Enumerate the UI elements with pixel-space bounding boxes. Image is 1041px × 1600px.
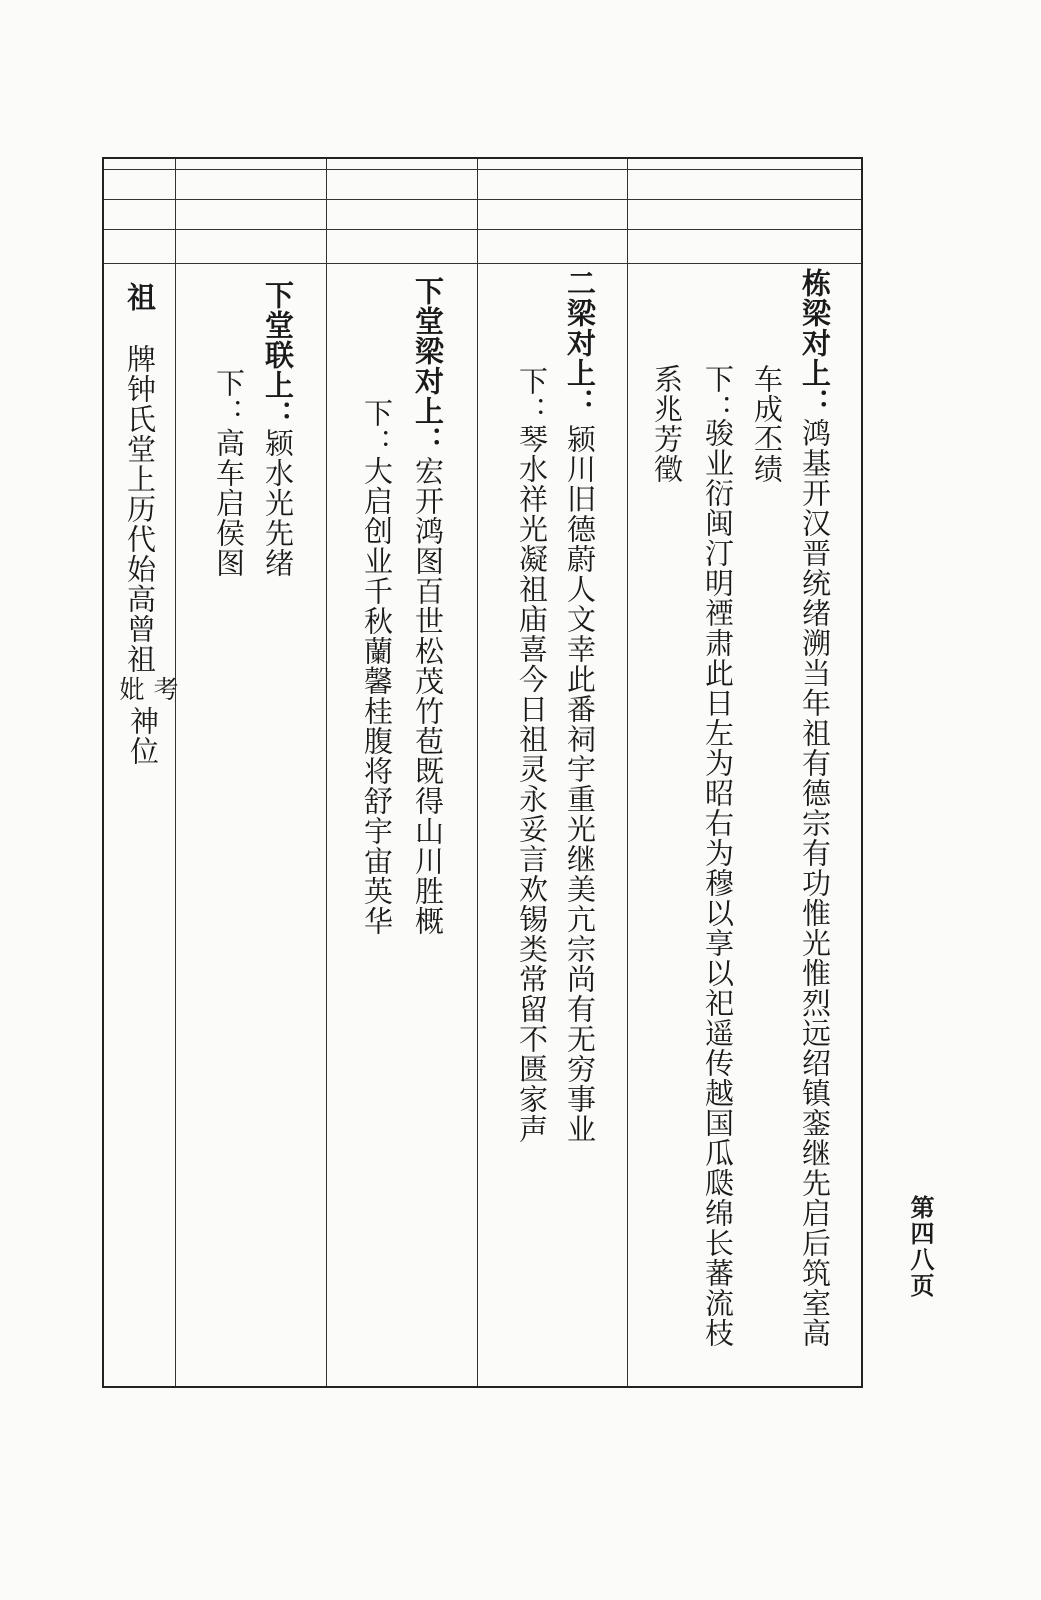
header-rule-4	[104, 263, 861, 264]
tablet-shenwei: 神位	[126, 706, 160, 766]
column-divider-4	[627, 159, 628, 1386]
section-title-dongliang: 栋梁对上：	[798, 268, 832, 418]
couplet-lower-cont-dongliang: 系兆芳徵	[650, 364, 684, 484]
column-divider-3	[477, 159, 478, 1386]
couplet-lower-label-erliang: 下：	[515, 366, 549, 426]
header-rule-3	[104, 229, 861, 230]
couplet-lower-label-xiatangliang: 下：	[360, 398, 394, 458]
couplet-lower-xiatanglian: 高车启侯图	[212, 428, 246, 578]
tablet-bi-char: 妣	[116, 676, 145, 701]
ancestral-couplet-table	[102, 157, 863, 1388]
couplet-lower-xiatangliang: 大启创业千秋蘭馨桂腹将舒宇宙英华	[360, 456, 394, 936]
couplet-upper-dongliang: 鸿基开汉晋统绪溯当年祖有德宗有功惟光惟烈远绍镇銮继先启后筑室高	[798, 418, 832, 1348]
column-divider-1	[175, 159, 176, 1386]
couplet-lower-label-xiatanglian: 下：	[212, 368, 246, 428]
couplet-lower-dongliang: 骏业衍闽汀明禋肃此日左为昭右为穆以享以祀遥传越国瓜瓞绵长蕃流枝	[701, 418, 735, 1348]
section-title-erliang: 二梁对上：	[563, 268, 597, 418]
couplet-upper-cont-dongliang: 车成丕绩	[750, 364, 784, 484]
header-rule-1	[104, 169, 861, 170]
tablet-head-char: 祖	[123, 282, 157, 312]
page-number: 第四八页	[906, 1195, 935, 1299]
header-rule-2	[104, 199, 861, 200]
section-title-xiatangliang: 下堂梁对上：	[411, 276, 445, 456]
section-title-xiatanglian: 下堂联上：	[261, 280, 295, 430]
couplet-upper-xiatanglian: 颍水光先绪	[261, 428, 295, 578]
column-divider-2	[326, 159, 327, 1386]
couplet-upper-xiatangliang: 宏开鸿图百世松茂竹苞既得山川胜概	[411, 456, 445, 936]
couplet-lower-erliang: 琴水祥光凝祖庙喜今日祖灵永妥言欢锡类常留不匮家声	[515, 424, 549, 1144]
couplet-upper-erliang: 颍川旧德蔚人文幸此番祠宇重光继美亢宗尚有无穷事业	[563, 424, 597, 1144]
couplet-lower-label-dongliang: 下：	[701, 364, 735, 424]
tablet-kao-char: 考	[150, 676, 179, 701]
tablet-inscription: 牌钟氏堂上历代始高曾祖	[123, 344, 157, 674]
